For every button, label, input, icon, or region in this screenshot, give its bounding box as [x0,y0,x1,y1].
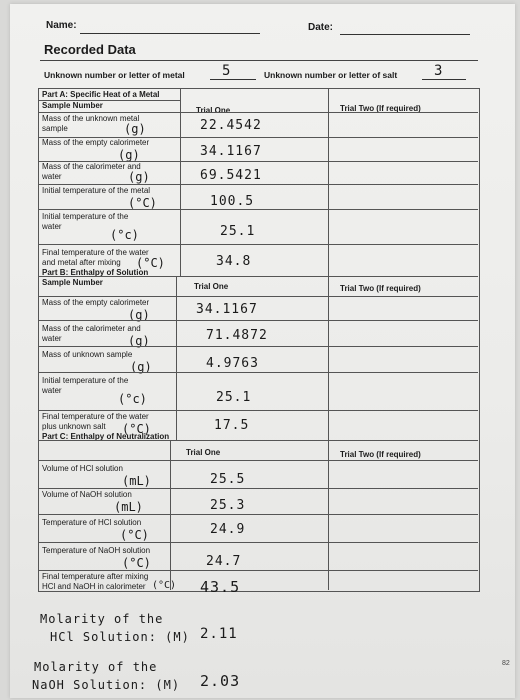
row-label: Initial temperature of the [42,376,129,385]
name-line[interactable] [80,33,260,34]
row-unit: (°c) [110,228,139,242]
row-label: Volume of HCl solution [42,464,123,473]
page-title: Recorded Data [44,42,136,57]
row-unit: (g) [128,308,150,322]
part-a-sample-header: Sample Number [42,101,103,110]
row-label: Final temperature after mixing [42,572,149,581]
part-a-trial-one-header: Trial One [196,106,231,115]
row-label: Mass of the unknown metal [42,114,140,123]
row-unit: (mL) [122,474,151,488]
hcl-molarity-label-1: Molarity of the [40,612,164,626]
row-unit: (mL) [114,500,143,514]
hcl-molarity-value: 2.11 [200,626,238,642]
trial-one-value[interactable]: 34.1167 [196,302,258,317]
row-unit: (°C) [128,196,157,210]
part-b-trial-one-header: Trial One [194,282,229,291]
row-unit: (g) [128,170,150,184]
row-unit: (°C) [122,422,151,436]
row-unit: (°C) [136,256,165,270]
metal-line [210,79,256,80]
row-unit: (°C) [120,528,149,542]
salt-label: Unknown number or letter of salt [264,70,398,80]
trial-one-value[interactable]: 24.9 [210,522,246,537]
row-unit: (g) [124,122,146,136]
salt-line [422,79,466,80]
part-a-trial-two-header: Trial Two (If required) [340,104,421,113]
row-label: sample [42,124,68,133]
part-b-trial-two-header: Trial Two (If required) [340,284,421,293]
worksheet-page [10,4,515,698]
part-b-title: Part B: Enthalpy of Solution [42,268,149,277]
row-label: Temperature of HCl solution [42,518,142,527]
part-a-title: Part A: Specific Heat of a Metal [42,90,160,99]
trial-one-value[interactable]: 69.5421 [200,168,262,183]
row-label: water [42,334,62,343]
row-label: Final temperature of the water [42,248,149,257]
date-label: Date: [308,22,334,33]
row-label: HCl and NaOH in calorimeter [42,582,146,591]
trial-one-value[interactable]: 71.4872 [206,328,268,343]
row-label: Final temperature of the water [42,412,149,421]
row-unit: (°C) [122,556,151,570]
trial-one-value[interactable]: 43.5 [200,578,241,596]
row-label: and metal after mixing [42,258,121,267]
row-unit: (°C) [152,580,177,591]
row-label: Initial temperature of the metal [42,186,151,195]
trial-one-value[interactable]: 25.1 [216,390,252,405]
title-rule [40,60,478,61]
trial-one-value[interactable]: 22.4542 [200,118,262,133]
row-label: water [42,172,62,181]
trial-one-value[interactable]: 25.3 [210,498,246,513]
date-line[interactable] [340,34,470,35]
part-c-trial-one-header: Trial One [186,448,221,457]
trial-one-value[interactable]: 100.5 [210,194,255,209]
metal-value: 5 [222,63,232,79]
row-label: Volume of NaOH solution [42,490,132,499]
row-label: Mass of the calorimeter and [42,162,141,171]
row-label: water [42,222,62,231]
trial-one-value[interactable]: 34.8 [216,254,252,269]
row-label: Mass of the calorimeter and [42,324,141,333]
trial-one-value[interactable]: 25.1 [220,224,256,239]
naoh-molarity-label-1: Molarity of the [34,660,158,674]
metal-label: Unknown number or letter of metal [44,70,185,80]
row-label: Initial temperature of the [42,212,129,221]
row-unit: (g) [118,148,140,162]
trial-one-value[interactable]: 25.5 [210,472,246,487]
naoh-molarity-label-2: NaOH Solution: (M) [32,678,181,692]
row-label: Temperature of NaOH solution [42,546,151,555]
part-c-title: Part C: Enthalpy of Neutralization [42,432,170,441]
part-b-sample-header: Sample Number [42,278,103,287]
trial-one-value[interactable]: 34.1167 [200,144,262,159]
row-label: Mass of unknown sample [42,350,133,359]
salt-value: 3 [434,63,444,79]
row-unit: (g) [130,360,152,374]
row-label: plus unknown salt [42,422,106,431]
naoh-molarity-value: 2.03 [200,672,241,690]
row-unit: (g) [128,334,150,348]
trial-one-value[interactable]: 24.7 [206,554,242,569]
row-label: water [42,386,62,395]
row-label: Mass of the empty calorimeter [42,298,150,307]
trial-one-value[interactable]: 4.9763 [206,356,259,371]
name-label: Name: [46,20,77,31]
part-c-trial-two-header: Trial Two (If required) [340,450,421,459]
row-label: Mass of the empty calorimeter [42,138,150,147]
hcl-molarity-label-2: HCl Solution: (M) [50,630,190,644]
row-unit: (°c) [118,392,147,406]
page-number: 82 [502,660,510,667]
trial-one-value[interactable]: 17.5 [214,418,250,433]
